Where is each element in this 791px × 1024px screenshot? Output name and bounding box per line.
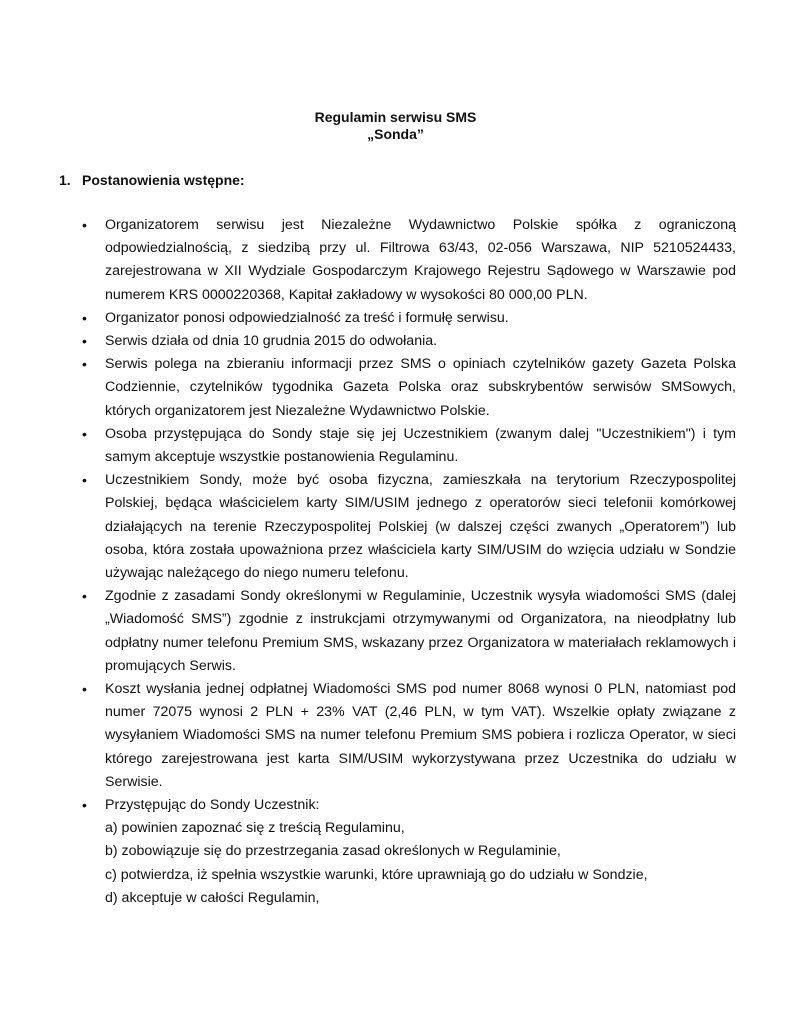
sub-item: d) akceptuje w całości Regulamin, bbox=[105, 889, 320, 906]
list-item-text: Organizatorem serwisu jest Niezależne Wydawnictwo Polskie spółka z ograniczoną odpowiedzialnością, z siedzibą przy ul. Filtrowa 63/43, 02-056 Warszawa, NIP 5210524433, zarejestrowana w XII Wydziale Gospodarczym Krajowego Rejestru Sądowego w Warszawie pod numerem KRS 0000220368, Kapitał zakładowy w wysokości 80 000,00 PLN. bbox=[105, 217, 736, 303]
list-item bbox=[0, 307, 791, 330]
list-item-text: Serwis działa od dnia 10 grudnia 2015 do odwołania. bbox=[105, 333, 438, 350]
bullet-icon: • bbox=[82, 217, 87, 233]
bullet-icon: • bbox=[82, 681, 87, 698]
document-title: Regulamin serwisu SMS bbox=[314, 109, 477, 125]
document-subtitle: „Sonda” bbox=[367, 126, 424, 142]
list-item bbox=[0, 330, 791, 353]
list-item bbox=[0, 214, 791, 307]
list-item-text: Koszt wysłania jednej odpłatnej Wiadomości SMS pod numer 8068 wynosi 0 PLN, natomiast pod numer 72075 wynosi 2 PLN + 23% VAT (2,46 PLN, w tym VAT). Wszelkie opłaty związane z wysyłaniem Wiadomości SMS na numer telefonu Premium SMS pobiera i rozlicza Operator, w sieci którego zarejestrowana jest karta SIM/USIM wykorzystywana przez Uczestnika do udziału w Serwisie. bbox=[105, 681, 736, 790]
list-item-text: Zgodnie z zasadami Sondy określonymi w Regulaminie, Uczestnik wysyła wiadomości SMS (dalej „Wiadomość SMS”) zgodnie z instrukcjami otrzymywanymi od Organizatora, na nieodpłatny lub odpłatny numer telefonu Premium SMS, wskazany przez Organizatora w materiałach reklamowych i promujących Serwis. bbox=[105, 588, 736, 674]
sub-item: a) powinien zapoznać się z treścią Regulaminu, bbox=[105, 820, 405, 837]
list-item-intro: Przystępując do Sondy Uczestnik: bbox=[105, 797, 320, 814]
bullet-icon: • bbox=[82, 309, 87, 326]
bullet-icon: • bbox=[82, 588, 87, 605]
list-item-text: Organizator ponosi odpowiedzialność za treść i formułę serwisu. bbox=[105, 309, 509, 326]
bullet-icon: • bbox=[82, 472, 87, 489]
list-item bbox=[0, 423, 791, 469]
list-item-text: Osoba przystępująca do Sondy staje się jej Uczestnikiem (zwanym dalej "Uczestnikiem") i tym samym akceptuje wszystkie postanowienia Regulaminu. bbox=[105, 425, 736, 466]
list-item-participant-obligations bbox=[0, 794, 791, 910]
bullet-icon: • bbox=[82, 356, 87, 373]
list-item-text: Uczestnikiem Sondy, może być osoba fizyczna, zamieszkała na terytorium Rzeczypospolitej Polskiej, będąca właścicielem karty SIM/USIM jednego z operatorów sieci telefonii komórkowej działających na terenie Rzeczypospolitej Polskiej (w dalszej części zwanych „Operatorem”) lub osoba, która została upoważniona przez właściciela karty SIM/USIM do wzięcia udziału w Sondzie używając należącego do niego numeru telefonu. bbox=[105, 472, 736, 582]
list-item bbox=[0, 469, 791, 585]
provisions-list bbox=[0, 214, 791, 910]
list-item bbox=[0, 585, 791, 678]
bullet-icon: • bbox=[82, 425, 87, 442]
section-heading bbox=[59, 172, 245, 188]
list-item bbox=[0, 678, 791, 794]
section-heading-text: Postanowienia wstępne: bbox=[82, 172, 245, 188]
sub-item: c) potwierdza, iż spełnia wszystkie warunki, które uprawniają go do udziału w Sondzie, bbox=[105, 866, 648, 883]
sub-item: b) zobowiązuje się do przestrzegania zasad określonych w Regulaminie, bbox=[105, 843, 561, 860]
list-item-text: Serwis polega na zbieraniu informacji przez SMS o opiniach czytelników gazety Gazeta Polska Codziennie, czytelników tygodnika Gazeta Polska oraz subskrybentów serwisów SMSowych, których organizatorem jest Niezależne Wydawnictwo Polskie. bbox=[105, 356, 736, 419]
section-number: 1. bbox=[59, 172, 71, 188]
bullet-icon: • bbox=[82, 333, 87, 350]
bullet-icon: • bbox=[82, 797, 87, 814]
list-item bbox=[0, 353, 791, 423]
